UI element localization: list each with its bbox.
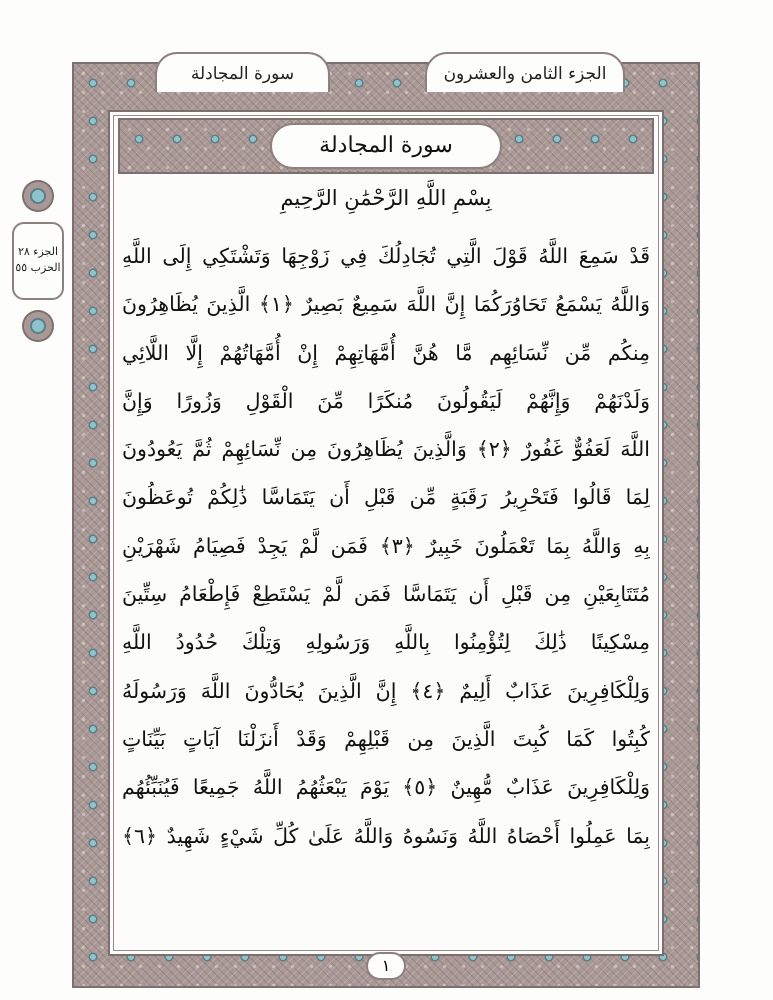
verse-line: مِنكُم مِّن نِّسَائِهِم مَّا هُنَّ أُمَّهَاتِهِمْ إِنْ أُمَّهَاتُهُمْ إِلَّا اللَّائِي: [122, 340, 650, 365]
verse-line: قَدْ سَمِعَ اللَّهُ قَوْلَ الَّتِي تُجَادِلُكَ فِي زَوْجِهَا وَتَشْتَكِي إِلَى اللَّهِ: [122, 244, 650, 268]
marker-hizb: الحزب ٥٥: [15, 261, 61, 274]
verse-line: وَلِلْكَافِرِينَ عَذَابٌ مُّهِينٌ ﴿٥﴾ يَوْمَ يَبْعَثُهُمُ اللَّهُ جَمِيعًا فَيُنَبِّئُهُم: [122, 775, 650, 800]
verse-line: وَلَدْنَهُمْ وَإِنَّهُمْ لَيَقُولُونَ مُنكَرًا مِّنَ الْقَوْلِ وَزُورًا وَإِنَّ: [122, 388, 650, 413]
flower-ornament-icon: [22, 310, 54, 342]
verse-line: بِمَا عَمِلُوا أَحْصَاهُ اللَّهُ وَنَسُوهُ وَاللَّهُ عَلَىٰ كُلِّ شَيْءٍ شَهِيدٌ ﴿٦﴾: [122, 823, 650, 848]
page-number: ١: [366, 952, 406, 980]
verse-line: وَاللَّهُ يَسْمَعُ تَحَاوُرَكُمَا إِنَّ اللَّهَ سَمِيعٌ بَصِيرٌ ﴿١﴾ الَّذِينَ يُظَاهِرُونَ: [122, 292, 650, 317]
verse-line: وَلِلْكَافِرِينَ عَذَابٌ أَلِيمٌ ﴿٤﴾ إِنَّ الَّذِينَ يُحَادُّونَ اللَّهَ وَرَسُولَهُ: [122, 678, 650, 703]
verse-line: لِمَا قَالُوا فَتَحْرِيرُ رَقَبَةٍ مِّن قَبْلِ أَن يَتَمَاسَّا ذَٰلِكُمْ تُوعَظُونَ: [122, 485, 650, 510]
juz-hizb-marker: [12, 176, 64, 346]
verse-lines: [122, 232, 650, 860]
verse-line: بِهِ وَاللَّهُ بِمَا تَعْمَلُونَ خَبِيرٌ ﴿٣﴾ فَمَن لَّمْ يَجِدْ فَصِيَامُ شَهْرَيْنِ: [122, 533, 650, 558]
juz-header: الجزء الثامن والعشرون: [425, 52, 625, 92]
marker-box: [12, 222, 64, 300]
verse-line: مُتَتَابِعَيْنِ مِن قَبْلِ أَن يَتَمَاسَّا فَمَن لَّمْ يَسْتَطِعْ فَإِطْعَامُ سِتِّينَ: [122, 582, 650, 607]
surah-name-header: سورة المجادلة: [155, 52, 330, 92]
flower-ornament-icon: [22, 180, 54, 212]
marker-juz: الجزء ٢٨: [17, 245, 59, 258]
verse-line: كُبِتُوا كَمَا كُبِتَ الَّذِينَ مِن قَبْلِهِمْ وَقَدْ أَنزَلْنَا آيَاتٍ بَيِّنَاتٍ: [122, 726, 650, 751]
surah-title: سورة المجادلة: [270, 123, 502, 169]
bismillah: بِسْمِ اللَّهِ الرَّحْمَٰنِ الرَّحِيمِ: [280, 186, 492, 210]
verse-line: مِسْكِينًا ذَٰلِكَ لِتُؤْمِنُوا بِاللَّهِ وَرَسُولِهِ وَتِلْكَ حُدُودُ اللَّهِ: [122, 630, 650, 655]
verse-line: اللَّهَ لَعَفُوٌّ غَفُورٌ ﴿٢﴾ وَالَّذِينَ يُظَاهِرُونَ مِن نِّسَائِهِمْ ثُمَّ يَعُودُونَ: [122, 437, 650, 462]
